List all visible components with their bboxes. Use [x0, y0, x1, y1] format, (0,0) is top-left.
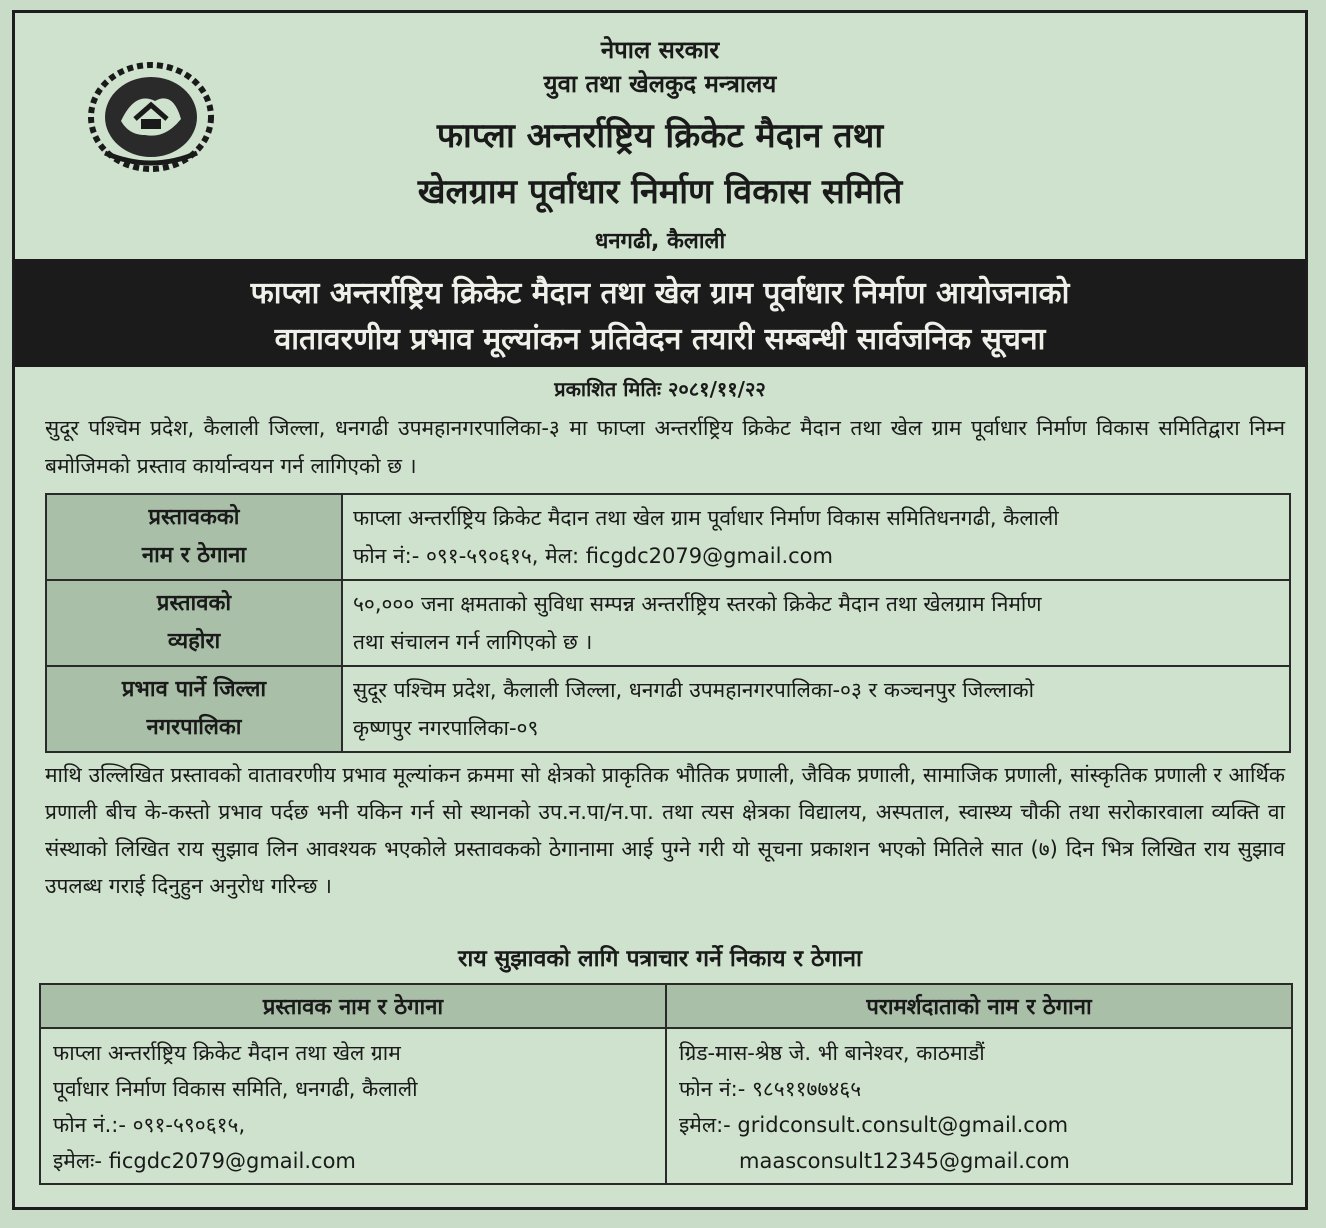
ministry-name: युवा तथा खेलकुद मन्त्रालय: [543, 70, 777, 98]
consultant-column-header: परामर्शदाताको नाम र ठेगाना: [666, 984, 1292, 1028]
table-header-row: [40, 984, 1292, 1028]
consultant-email-2: maasconsult12345@gmail.com: [739, 1149, 1070, 1173]
table-row: [46, 494, 1290, 580]
published-date: प्रकाशित मितिः २०८१/११/२२: [554, 377, 766, 401]
notice-title-line1: फाप्ला अन्तर्राष्ट्रिय क्रिकेट मैदान तथा खेल ग्राम पूर्वाधार निर्माण आयोजनाको: [250, 276, 1070, 311]
proponent-address-cell: फाप्ला अन्तर्राष्ट्रिय क्रिकेट मैदान तथा खेल ग्राम पूर्वाधार निर्माण विकास समिति, धनगढी, कैलाली फोन नं.:- ०९१-५९०६१५, इमेलः- ficgdc2079@gmail.com: [40, 1028, 666, 1184]
notice-title-banner: [15, 259, 1305, 367]
proponent-contact: फोन नं:- ०९१-५९०६१५, मेल: ficgdc2079@gmail.com: [353, 544, 833, 568]
intro-paragraph: सुदूर पश्चिम प्रदेश, कैलाली जिल्ला, धनगढी उपमहानगरपालिका-३ मा फाप्ला अन्तर्राष्ट्रिय क्रिकेट मैदान तथा खेल ग्राम पूर्वाधार निर्माण विकास समितिद्वारा निम्न बमोजिमको प्रस्ताव कार्यान्वयन गर्न लागिएको छ ।: [45, 416, 1285, 478]
table-row: [46, 666, 1290, 752]
notice-header: [15, 13, 1305, 257]
row-label: प्रस्तावको व्यहोरा: [46, 580, 342, 666]
consultant-phone: फोन नं:- ९८५११७७४६५: [679, 1077, 862, 1101]
contact-table: [39, 983, 1293, 1185]
table-row: [40, 1028, 1292, 1184]
notice-title-line2: वातावरणीय प्रभाव मूल्यांकन प्रतिवेदन तयारी सम्बन्धी सार्वजनिक सूचना: [274, 322, 1046, 357]
consultant-address-cell: ग्रिड-मास-श्रेष्ठ जे. भी बानेश्वर, काठमाडौं फोन नं:- ९८५११७७४६५ इमेल:- gridconsult.consult@gmail.com maasconsult12345@gmail.com: [666, 1028, 1292, 1184]
table-row: [46, 580, 1290, 666]
proponent-column-header: प्रस्तावक नाम र ठेगाना: [40, 984, 666, 1028]
committee-name-line2: खेलग्राम पूर्वाधार निर्माण विकास समिति: [417, 172, 903, 212]
row-value: सुदूर पश्चिम प्रदेश, कैलाली जिल्ला, धनगढी उपमहानगरपालिका-०३ र कञ्चनपुर जिल्लाको कृष्णपुर नगरपालिका-०९: [342, 666, 1290, 752]
government-name: नेपाल सरकार: [600, 36, 720, 64]
row-label: प्रभाव पार्ने जिल्ला नगरपालिका: [46, 666, 342, 752]
row-label: प्रस्तावकको नाम र ठेगाना: [46, 494, 342, 580]
proponent-email: इमेलः- ficgdc2079@gmail.com: [53, 1149, 356, 1173]
row-value: ५०,००० जना क्षमताको सुविधा सम्पन्न अन्तर्राष्ट्रिय स्तरको क्रिकेट मैदान तथा खेलग्राम निर्माण तथा संचालन गर्न लागिएको छ ।: [342, 580, 1290, 666]
committee-address: धनगढी, कैलाली: [594, 229, 726, 254]
row-value: फाप्ला अन्तर्राष्ट्रिय क्रिकेट मैदान तथा खेल ग्राम पूर्वाधार निर्माण विकास समितिधनगढी, कैलाली फोन नं:- ०९१-५९०६१५, मेल: ficgdc2079@gmail.com: [342, 494, 1290, 580]
proposal-info-table: [45, 493, 1291, 753]
consultant-email-1: इमेल:- gridconsult.consult@gmail.com: [679, 1113, 1069, 1137]
proponent-phone: फोन नं.:- ०९१-५९०६१५,: [53, 1113, 246, 1137]
notice-frame: [12, 10, 1308, 1210]
body-paragraph: माथि उल्लिखित प्रस्तावको वातावरणीय प्रभाव मूल्यांकन क्रममा सो क्षेत्रको प्राकृतिक भौतिक प्रणाली, जैविक प्रणाली, सामाजिक प्रणाली, सांस्कृतिक प्रणाली र आर्थिक प्रणाली बीच के-कस्तो प्रभाव पर्दछ भनी यकिन गर्न सो स्थानको उप.न.पा/न.पा. तथा त्यस क्षेत्रका विद्यालय, अस्पताल, स्वास्थ्य चौकी तथा सरोकारवाला व्यक्ति वा संस्थाको लिखित राय सुझाव लिन आवश्यक भएकोले प्रस्तावकको ठेगानामा आई पुग्ने गरी यो सूचना प्रकाशन भएको मितिले सात (७) दिन भित्र लिखित राय सुझाव उपलब्ध गराई दिनुहुन अनुरोध गरिन्छ ।: [45, 763, 1285, 898]
contact-heading: राय सुझावको लागि पत्राचार गर्ने निकाय र ठेगाना: [458, 946, 862, 972]
committee-name-line1: फाप्ला अन्तर्राष्ट्रिय क्रिकेट मैदान तथा: [436, 116, 884, 156]
